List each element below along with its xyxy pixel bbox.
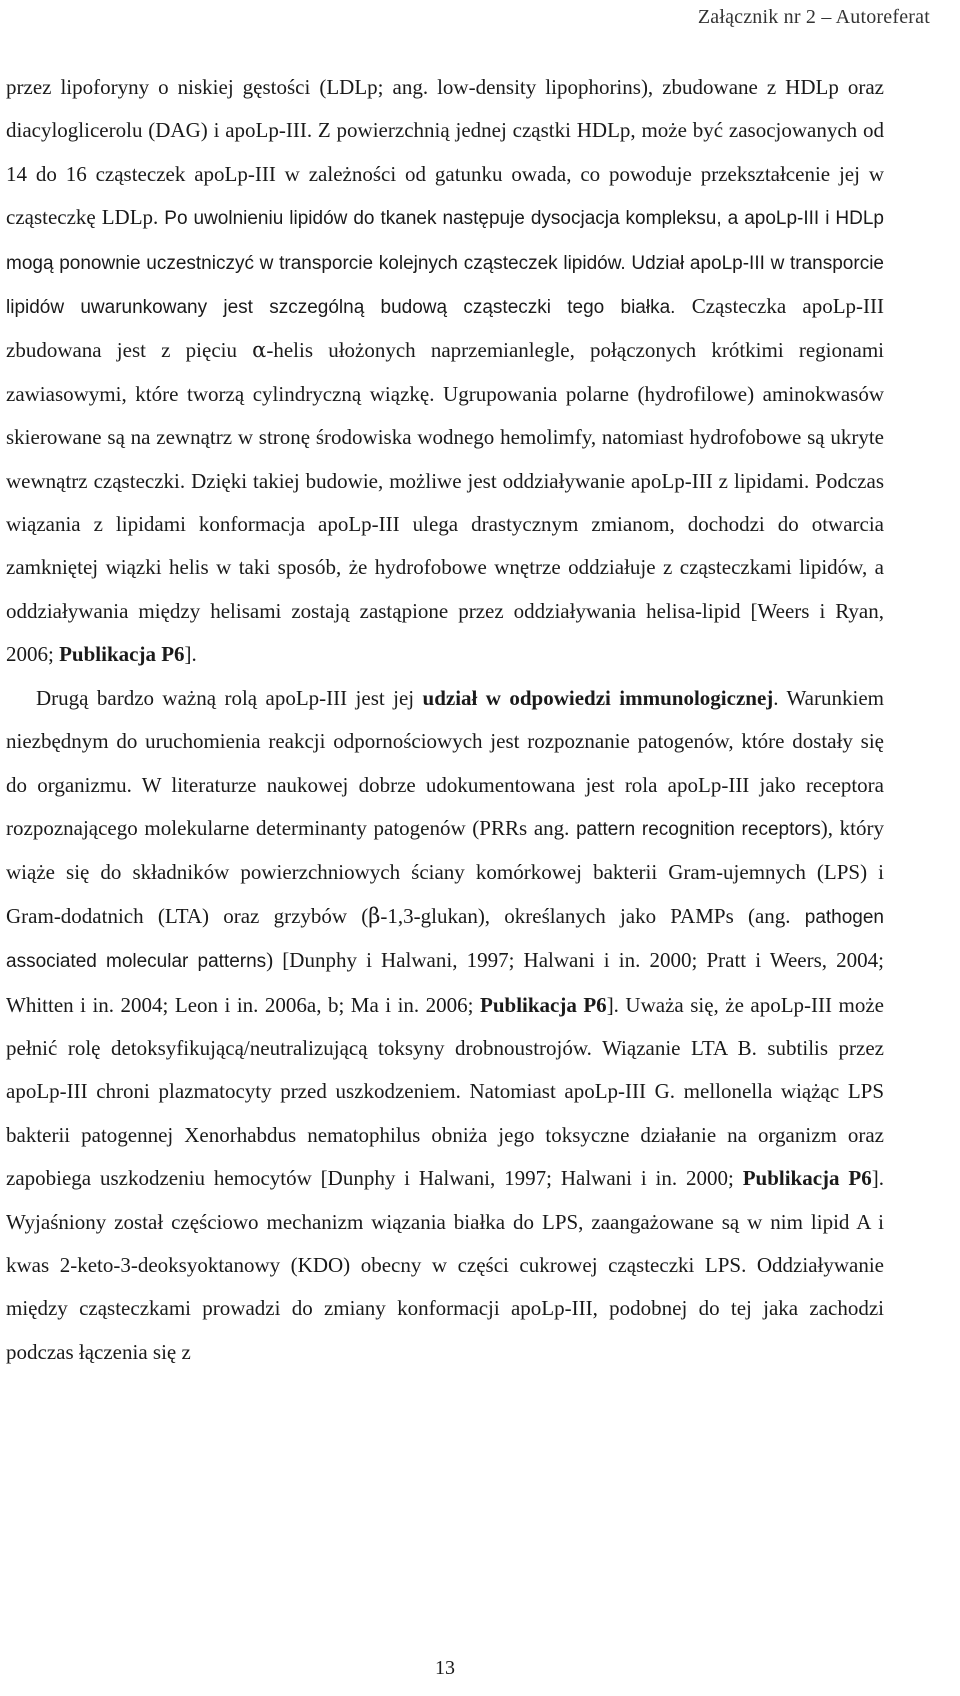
text-span: pattern recognition receptors [576, 818, 821, 840]
bold-text-span: Publikacja P6 [742, 1166, 872, 1191]
text-span: . Warunkiem niezbędnym do uruchomienia reakcji odpornościowych jest rozpoznanie patogenów, które dostały się do organizmu. W literaturze naukowej dobrze udokumentowana jest rola apoLp-III jako receptora rozpoznającego molekularne determinanty patogenów (PRRs ang. [6, 685, 884, 840]
text-span: β [368, 903, 381, 928]
text-span: -helis ułożonych naprzemianlegle, połączonych krótkimi regionami zawiasowymi, które tworzą cylindryczną wiązkę. Ugrupowania polarne (hydrofilowe) aminokwasów skierowane są na zewnątrz w stronę środowiska wodnego hemolimfy, natomiast hydrofobowe są ukryte wewnątrz cząsteczki. Dzięki takiej budowie, możliwe jest oddziaływanie apoLp-III z lipidami. Podczas wiązania z lipidami konformacja apoLp-III ulega drastycznym zmianom, dochodzi do otwarcia zamkniętej wiązki helis w taki sposób, że hydrofobowe wnętrze oddziałuje z cząsteczkami lipidów, a oddziaływania między helisami zostają zastąpione przez oddziaływania helisa-lipid [Weers i Ryan, 2006; [6, 338, 885, 667]
text-span: -1,3-glukan), określanych jako PAMPs (ang. [380, 903, 805, 928]
bold-text-span: Publikacja P6 [59, 642, 185, 667]
bold-text-span: Publikacja P6 [480, 992, 607, 1017]
text-span: przez lipoforyny o niskiej gęstości (LDLp; ang. low-density lipophorins), zbudowane z HDLp oraz diacyloglicerolu (DAG) i apoLp-III. Z powierzchnią jednej cząstki HDLp, może być zasocjowanych od 14 do 16 cząsteczek apoLp-III w zależności od gatunku owada, co powoduje przekształcenie jej w cząsteczkę LDLp. [6, 75, 884, 230]
paragraph [6, 677, 884, 1375]
text-span: ]. Uważa się, że apoLp-III może pełnić rolę detoksyfikującą/neutralizującą toksyny drobnoustrojów. Wiązanie LTA B. subtilis przez apoLp-III chroni plazmatocyty przed uszkodzeniem. Natomiast apoLp-III G. mellonella wiążąc LPS bakterii patogennej Xenorhabdus nematophilus obniża jego toksyczne działanie na organizm oraz zapobiega uszkodzeniu hemocytów [Dunphy i Halwani, 1997; Halwani i in. 2000; [6, 992, 884, 1191]
bold-text-span: udział w odpowiedzi immunologicznej [422, 685, 774, 710]
text-span: ), który wiąże się do składników powierzchniowych ściany komórkowej bakterii Gram-ujemnych (LPS) i Gram-dodatnich (LTA) oraz grzybów ( [6, 815, 884, 928]
page-number: 13 [435, 1657, 455, 1679]
text-span: Drugą bardzo ważną rolą apoLp-III jest jej [36, 685, 423, 710]
text-span: ]. [184, 642, 197, 667]
text-span: Cząsteczka apoLp-III zbudowana jest z pięciu [6, 294, 884, 363]
text-span: ) [Dunphy i Halwani, 1997; Halwani i in. 2000; Pratt i Weers, 2004; Whitten i in. 2004; Leon i in. 2006a, b; Ma i in. 2006; [6, 948, 884, 1017]
page-header: Załącznik nr 2 – Autoreferat [697, 6, 930, 28]
text-span: pathogen associated molecular patterns [6, 906, 884, 973]
text-span: ]. Wyjaśniony został częściowo mechanizm wiązania białka do LPS, zaangażowane są w nim lipid A i kwas 2-keto-3-deoksyoktanowy (KDO) obecny w części cukrowej cząsteczki LPS. Oddziaływanie między cząsteczkami prowadzi do zmiany konformacji apoLp-III, podobnej do tej jaka zachodzi podczas łączenia się z [6, 1166, 884, 1364]
paragraph [6, 66, 884, 677]
text-span: α [252, 338, 267, 363]
text-span: Po uwolnieniu lipidów do tkanek następuje dysocjacja kompleksu, a apoLp-III i HDLp mogą ponownie uczestniczyć w transporcie kolejnych cząsteczek lipidów. Udział apoLp-III w transporcie lipidów uwarunkowany jest szczególną budową cząsteczki tego białka. [6, 208, 884, 319]
body-text [6, 66, 884, 1374]
